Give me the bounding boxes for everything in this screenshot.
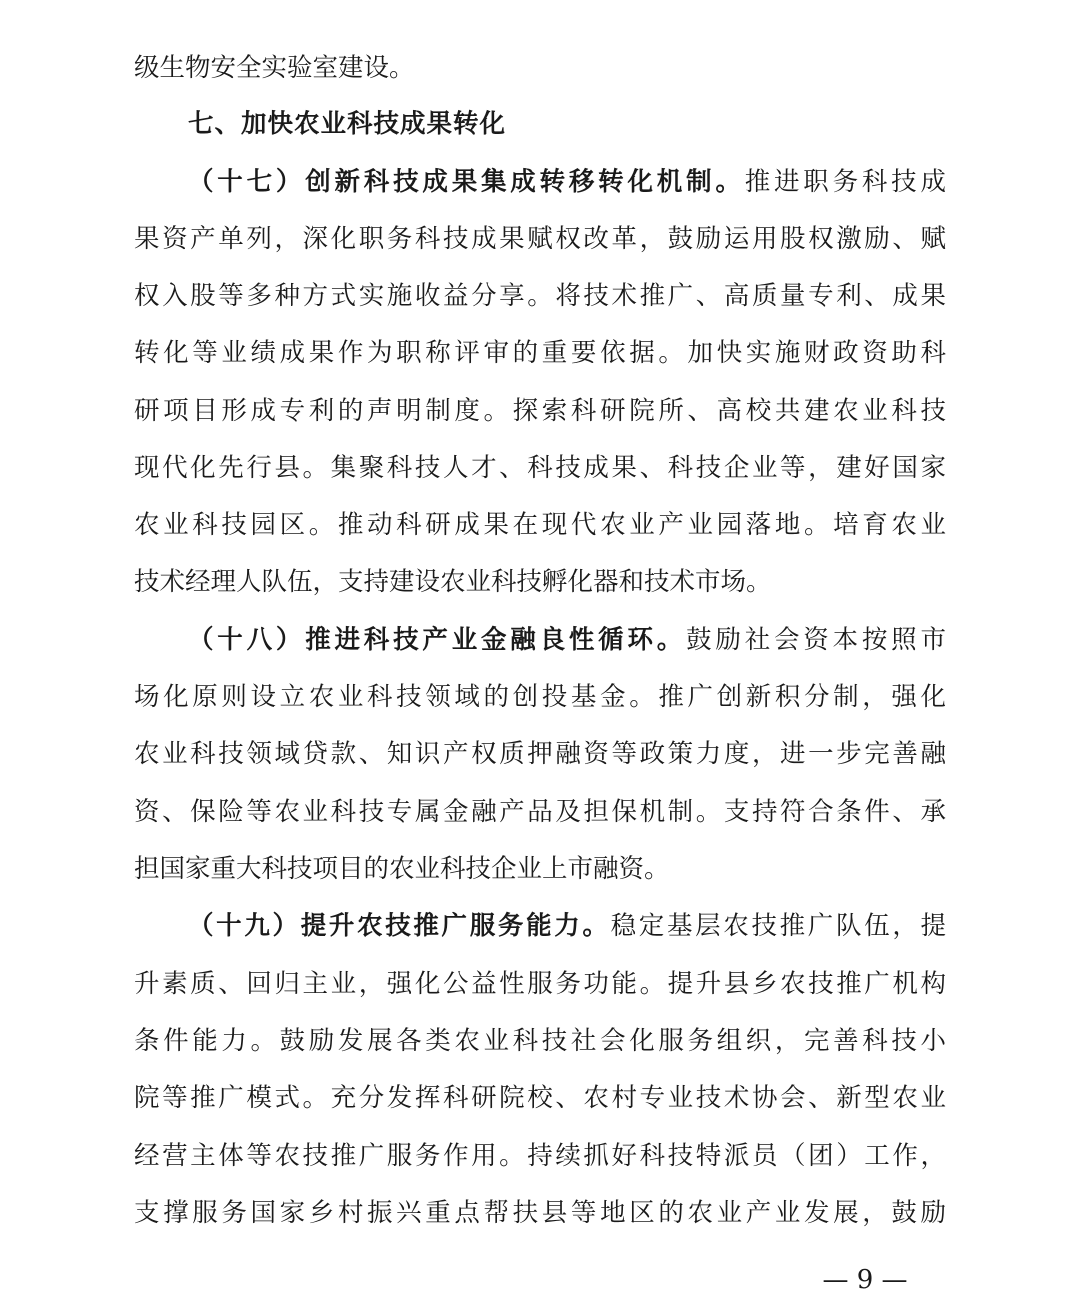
line-text: 支撑服务国家乡村振兴重点帮扶县等地区的农业产业发展，鼓励 [134, 1198, 946, 1228]
section-heading-text: 七、加快农业科技成果转化 [188, 109, 507, 139]
paragraph-line [134, 333, 946, 373]
line-text: 升素质、回归主业，强化公益性服务功能。提升县乡农技推广机构 [134, 969, 946, 999]
line-text: 转化等业绩成果作为职称评审的重要依据。加快实施财政资助科 [134, 338, 946, 368]
line-text: 场化原则设立农业科技领域的创投基金。推广创新积分制，强化 [134, 682, 946, 712]
line-text: 级生物安全实验室建设。 [134, 53, 415, 83]
line-text: 推进职务科技成 [744, 167, 946, 197]
paragraph-line [134, 677, 946, 717]
line-text: 农业科技领域贷款、知识产权质押融资等政策力度，进一步完善融 [134, 739, 946, 769]
item-17-title: （十七）创新科技成果集成转移转化机制。 [188, 167, 745, 197]
line-text: 农业科技园区。推动科研成果在现代农业产业园落地。培育农业 [134, 510, 946, 540]
page-number: — 9 — [822, 1265, 908, 1295]
line-text: 果资产单列，深化职务科技成果赋权改革，鼓励运用股权激励、赋 [134, 224, 946, 254]
paragraph-line [134, 1193, 946, 1233]
item-18-title: （十八）推进科技产业金融良性循环。 [188, 625, 687, 655]
paragraph-line [134, 1078, 946, 1118]
section-heading [188, 104, 506, 144]
line-text: 权入股等多种方式实施收益分享。将技术推广、高质量专利、成果 [134, 281, 946, 311]
paragraph-line [134, 1021, 946, 1061]
paragraph-line [134, 562, 772, 602]
line-text: 技术经理人队伍，支持建设农业科技孵化器和技术市场。 [134, 567, 772, 597]
line-text: 经营主体等农技推广服务作用。持续抓好科技特派员（团）工作， [134, 1141, 946, 1171]
paragraph-line [134, 276, 946, 316]
line-text: 资、保险等农业科技专属金融产品及担保机制。支持符合条件、承 [134, 797, 946, 827]
line-text: 院等推广模式。充分发挥科研院校、农村专业技术协会、新型农业 [134, 1083, 946, 1113]
paragraph-line [134, 505, 946, 545]
line-text: 稳定基层农技推广队伍，提 [610, 911, 946, 941]
paragraph-19-first-line [188, 906, 946, 946]
line-text: 研项目形成专利的声明制度。探索科研院所、高校共建农业科技 [134, 396, 946, 426]
line-text: 鼓励社会资本按照市 [686, 625, 946, 655]
item-19-title: （十九）提升农技推广服务能力。 [188, 911, 611, 941]
paragraph-line [134, 849, 670, 889]
paragraph-18-first-line [188, 620, 946, 660]
paragraph-line [134, 734, 946, 774]
paragraph-line [134, 219, 946, 259]
paragraph-17-first-line [188, 162, 946, 202]
paragraph-line [134, 1136, 946, 1176]
line-text: 现代化先行县。集聚科技人才、科技成果、科技企业等，建好国家 [134, 453, 946, 483]
line-text: 条件能力。鼓励发展各类农业科技社会化服务组织，完善科技小 [134, 1026, 946, 1056]
paragraph-line [134, 391, 946, 431]
paragraph-line [134, 964, 946, 1004]
line-text: 担国家重大科技项目的农业科技企业上市融资。 [134, 854, 670, 884]
paragraph-continuation-line [134, 48, 415, 88]
paragraph-line [134, 448, 946, 488]
paragraph-line [134, 792, 946, 832]
